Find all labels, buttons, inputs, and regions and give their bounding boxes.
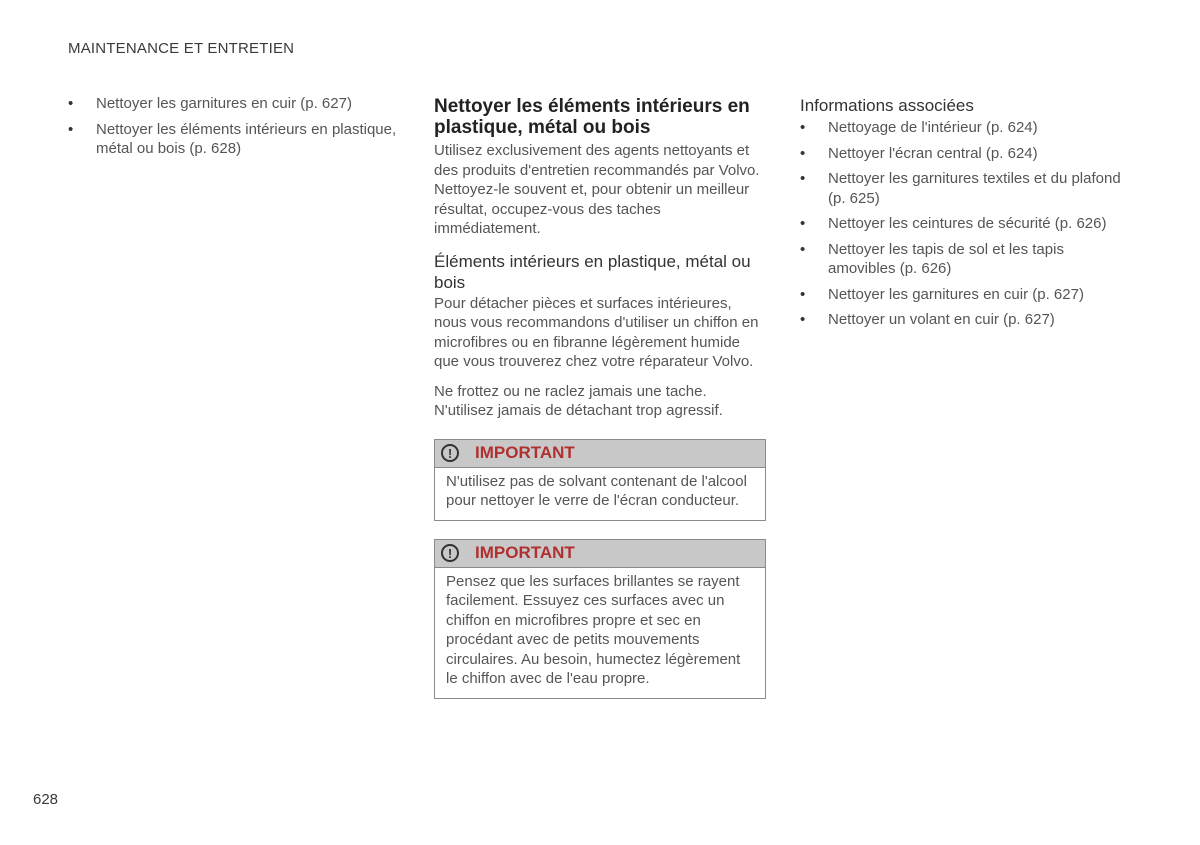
related-title: Informations associées [800,96,974,115]
paragraph: Ne frottez ou ne raclez jamais une tache. N'utilisez jamais de détachant trop agressif. [434,382,723,419]
list-item[interactable]: • Nettoyer les garnitures en cuir (p. 627) [800,285,1130,305]
subheading: Éléments intérieurs en plastique, métal ou bois [434,251,751,292]
exclamation-icon: ! [441,444,459,462]
list-item[interactable]: • Nettoyer les éléments intérieurs en plastique, métal ou bois (p. 628) [68,120,408,159]
important-notice [434,439,766,521]
list-item[interactable]: • Nettoyer les garnitures en cuir (p. 627) [68,94,408,114]
exclamation-icon: ! [441,544,459,562]
intro-paragraph: Utilisez exclusivement des agents nettoyants et des produits d'entretien recommandés par Volvo. Nettoyez-le souvent et, pour obtenir un meilleur résultat, occupez-vous des taches immédiatement. [434,142,760,237]
main-column [434,94,766,717]
list-item[interactable]: • Nettoyer les ceintures de sécurité (p. 626) [800,214,1130,234]
important-notice [434,539,766,699]
list-item[interactable]: • Nettoyer les tapis de sol et les tapis amovibles (p. 626) [800,240,1130,279]
paragraph: Pour détacher pièces et surfaces intérieures, nous vous recommandons d'utiliser un chiffon en microfibres ou en fibranne légèrement humide que vous trouverez chez votre réparateur Volvo. [434,294,759,370]
list-item[interactable]: • Nettoyage de l'intérieur (p. 624) [800,118,1130,138]
page-number: 628 [33,791,59,808]
left-column [68,94,408,165]
list-item[interactable]: • Nettoyer les garnitures textiles et du plafond (p. 625) [800,169,1130,208]
page-title: Nettoyer les éléments intérieurs en plastique, métal ou bois [434,96,750,138]
notice-header [435,440,765,468]
related-column [800,94,1130,336]
notice-label: IMPORTANT [475,443,575,462]
notice-label: IMPORTANT [475,543,575,562]
list-item[interactable]: • Nettoyer un volant en cuir (p. 627) [800,310,1130,330]
related-link-list [800,118,1130,330]
left-link-list [68,94,408,159]
section-header: MAINTENANCE ET ENTRETIEN [68,40,295,57]
notice-header [435,540,765,568]
notice-text: Pensez que les surfaces brillantes se rayent facilement. Essuyez ces surfaces avec un chiffon en microfibres propre et sec en procédant avec de petits mouvements circulaires. Au besoin, humectez légèrement le chiffon avec de l'eau propre. [446,572,741,687]
notice-text: N'utilisez pas de solvant contenant de l'alcool pour nettoyer le verre de l'écran conducteur. [446,472,747,509]
list-item[interactable]: • Nettoyer l'écran central (p. 624) [800,144,1130,164]
